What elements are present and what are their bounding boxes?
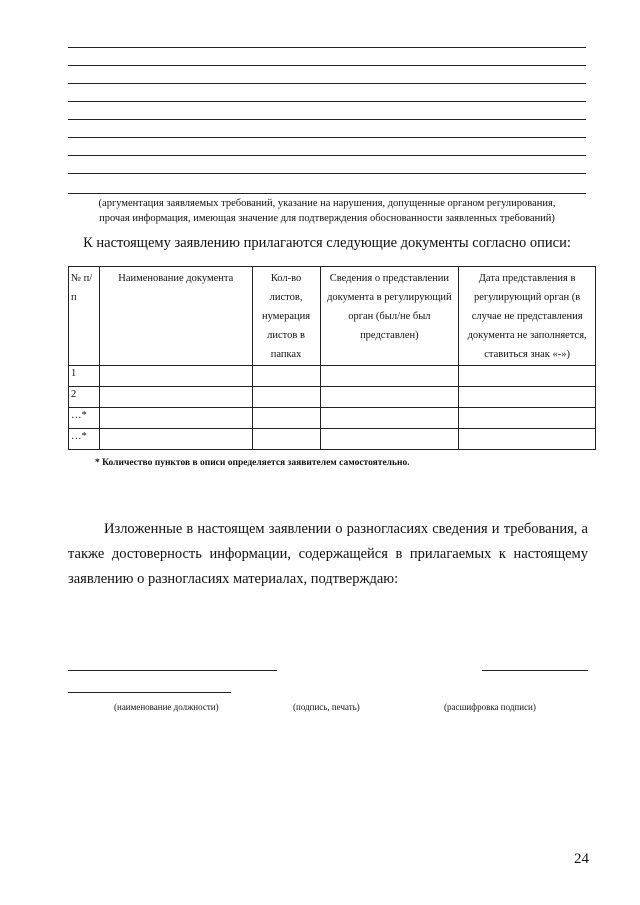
cell[interactable] bbox=[99, 429, 252, 450]
position-caption: (наименование должности) bbox=[114, 702, 219, 712]
page-number: 24 bbox=[574, 851, 589, 867]
cell[interactable] bbox=[252, 366, 320, 387]
argumentation-caption bbox=[68, 196, 586, 226]
col-header-sheets: Кол-во листов, нумерация листов в папках bbox=[252, 267, 320, 366]
cell[interactable] bbox=[320, 387, 459, 408]
confirmation-paragraph bbox=[68, 517, 588, 592]
cell[interactable] bbox=[459, 387, 596, 408]
col-header-number: № п/п bbox=[69, 267, 100, 366]
blank-line bbox=[68, 83, 586, 84]
blank-line bbox=[68, 47, 586, 48]
table-row bbox=[69, 429, 596, 450]
cell[interactable] bbox=[459, 408, 596, 429]
table-header-row bbox=[69, 267, 596, 366]
signature-line-right[interactable] bbox=[482, 670, 588, 671]
cell[interactable] bbox=[459, 366, 596, 387]
cell[interactable] bbox=[99, 366, 252, 387]
confirmation-text: Изложенные в настоящем заявлении о разногласиях сведения и требования, а также достоверность информации, содержащейся в прилагаемых к настоящему заявлению о разногласиях материалах, подтверждаю: bbox=[68, 521, 588, 587]
col-header-doc-name: Наименование документа bbox=[99, 267, 252, 366]
row-number: 2 bbox=[69, 387, 100, 408]
blank-line bbox=[68, 193, 586, 194]
blank-line bbox=[68, 65, 586, 66]
table-row bbox=[69, 366, 596, 387]
cell[interactable] bbox=[252, 387, 320, 408]
cell[interactable] bbox=[320, 429, 459, 450]
blank-line bbox=[68, 101, 586, 102]
signature-line-left-upper[interactable] bbox=[68, 670, 277, 671]
sign-caption: (подпись, печать) bbox=[293, 702, 360, 712]
cell[interactable] bbox=[99, 387, 252, 408]
cell[interactable] bbox=[99, 408, 252, 429]
position-line[interactable] bbox=[68, 692, 231, 693]
table-row bbox=[69, 408, 596, 429]
decode-caption: (расшифровка подписи) bbox=[444, 702, 536, 712]
documents-intro: К настоящему заявлению прилагаются следующие документы согласно описи: bbox=[83, 235, 571, 251]
cell[interactable] bbox=[252, 408, 320, 429]
cell[interactable] bbox=[252, 429, 320, 450]
caption-line-1: (аргументация заявляемых требований, указание на нарушения, допущенные органом регулирования, bbox=[98, 198, 556, 209]
col-header-submission-info: Сведения о представлении документа в регулирующий орган (был/не был представлен) bbox=[320, 267, 459, 366]
document-inventory-table bbox=[68, 266, 596, 450]
table-footnote: * Количество пунктов в описи определяется заявителем самостоятельно. bbox=[95, 458, 410, 468]
caption-line-2: прочая информация, имеющая значение для подтверждения обоснованности заявленных требований) bbox=[99, 213, 555, 224]
row-number: 1 bbox=[69, 366, 100, 387]
cell[interactable] bbox=[459, 429, 596, 450]
table-row bbox=[69, 387, 596, 408]
blank-line bbox=[68, 155, 586, 156]
blank-line bbox=[68, 119, 586, 120]
blank-line bbox=[68, 173, 586, 174]
row-number: …* bbox=[69, 429, 100, 450]
blank-line bbox=[68, 137, 586, 138]
row-number: …* bbox=[69, 408, 100, 429]
col-header-submission-date: Дата представления в регулирующий орган (в случае не представления документа не заполняется, ставиться знак «-») bbox=[459, 267, 596, 366]
cell[interactable] bbox=[320, 366, 459, 387]
cell[interactable] bbox=[320, 408, 459, 429]
